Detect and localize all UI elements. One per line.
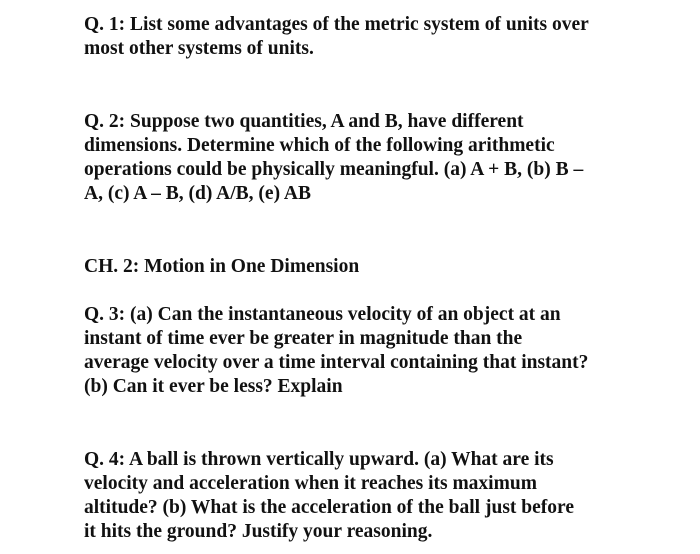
- question-2: [84, 110, 583, 206]
- question-2-line: A, (c) A – B, (d) A/B, (e) AB: [84, 183, 311, 204]
- question-2-line: operations could be physically meaningful. (a) A + B, (b) B –: [84, 159, 584, 180]
- question-4-line: velocity and acceleration when it reaches its maximum: [84, 473, 537, 494]
- question-1-line: most other systems of units.: [84, 38, 314, 59]
- question-3-line: (b) Can it ever be less? Explain: [84, 376, 343, 397]
- question-4: [84, 448, 574, 544]
- question-3-line: Q. 3: (a) Can the instantaneous velocity of an object at an: [84, 304, 561, 325]
- question-4-line: it hits the ground? Justify your reasoning.: [84, 521, 433, 542]
- question-2-line: dimensions. Determine which of the following arithmetic: [84, 135, 555, 156]
- question-2-line: Q. 2: Suppose two quantities, A and B, have different: [84, 111, 524, 132]
- question-4-line: Q. 4: A ball is thrown vertically upward. (a) What are its: [84, 449, 554, 470]
- question-3-line: instant of time ever be greater in magnitude than the: [84, 328, 523, 349]
- question-1: [84, 13, 589, 61]
- question-4-line: altitude? (b) What is the acceleration of the ball just before: [84, 497, 574, 518]
- question-3-line: average velocity over a time interval containing that instant?: [84, 352, 589, 373]
- question-3: [84, 303, 588, 399]
- question-1-line: Q. 1: List some advantages of the metric system of units over: [84, 14, 589, 35]
- chapter-heading: CH. 2: Motion in One Dimension: [84, 256, 360, 277]
